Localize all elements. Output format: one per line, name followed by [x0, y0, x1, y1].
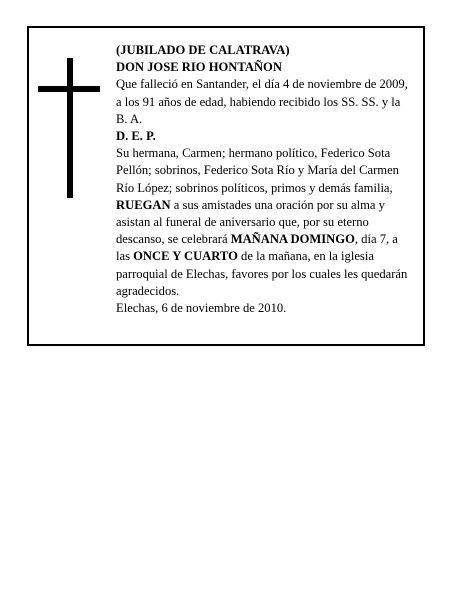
obituary-notice: [27, 26, 425, 346]
family-line: Su hermana, Carmen; hermano político, Federico Sota Pellón; sobrinos, Federico Sota Río y María del Carmen Río López; sobrinos políticos, primos y demás familia,: [116, 146, 399, 195]
ruegan-text: RUEGAN: [116, 197, 171, 212]
day-text: MAÑANA DOMINGO: [230, 232, 355, 247]
title-role: (JUBILADO DE CALATRAVA): [116, 43, 290, 57]
cross-icon: [67, 58, 73, 198]
deceased-name: DON JOSE RIO HONTAÑON: [116, 60, 282, 75]
age-line: a los 91 años de edad, habiendo recibido los SS. SS. y la B. A.: [116, 94, 401, 126]
dep-line: D. E. P.: [116, 129, 156, 144]
request-text-2: , día 7, a las: [116, 232, 398, 264]
time-text: ONCE Y CUARTO: [133, 249, 238, 264]
notice-text: [116, 42, 408, 317]
request-paragraph: [116, 197, 408, 300]
request-text-3: de la mañana, en la iglesia parroquial de Elechas, favores por los cuales les quedarán agradecidos.: [116, 249, 408, 298]
place-date: Elechas, 6 de noviembre de 2010.: [116, 301, 287, 316]
request-text-1: a sus amistades una oración por su alma y asistan al funeral de aniversario que, por su eterno descanso, se celebrará: [116, 197, 385, 247]
cross-icon-bar: [38, 86, 100, 92]
death-line: Que falleció en Santander, el día 4 de noviembre de 2009,: [116, 77, 408, 92]
